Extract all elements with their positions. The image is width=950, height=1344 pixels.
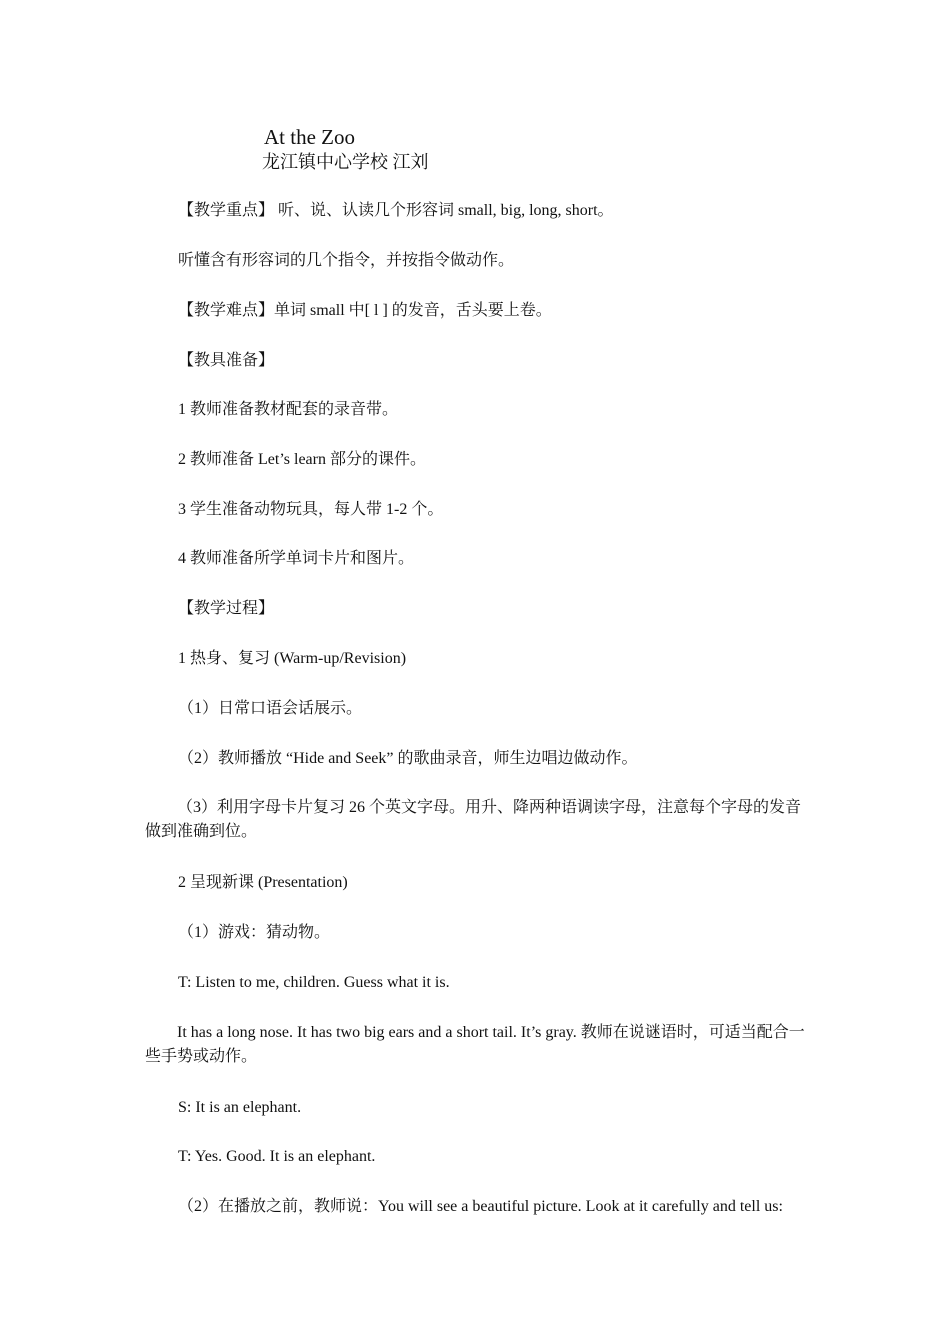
paragraph: （1）游戏：猜动物。	[178, 924, 331, 941]
paragraph: （1）日常口语会话展示。	[178, 700, 363, 717]
paragraph: （2）教师播放 “Hide and Seek” 的歌曲录音，师生边唱边做动作。	[178, 750, 638, 767]
list-item: 2 教师准备 Let’s learn 部分的课件。	[178, 451, 426, 468]
dialogue-line: It has a long nose. It has two big ears and a short tail. It’s gray. 教师在说谜语时，可适当配合一些手势或动作。	[145, 1024, 805, 1065]
dialogue-line: T: Listen to me, children. Guess what it is.	[178, 974, 450, 991]
document-title: At the Zoo	[264, 125, 355, 149]
dialogue-line: S: It is an elephant.	[178, 1099, 302, 1116]
list-item: 4 教师准备所学单词卡片和图片。	[178, 550, 415, 567]
difficult-points: 【教学难点】单词 small 中[ l ] 的发音，舌头要上卷。	[178, 302, 552, 319]
list-item: 1 教师准备教材配套的录音带。	[178, 401, 399, 418]
step-heading: 2 呈现新课 (Presentation)	[178, 874, 348, 891]
paragraph: 听懂含有形容词的几个指令，并按指令做动作。	[178, 252, 515, 269]
section-heading-materials: 【教具准备】	[178, 352, 275, 369]
list-item: 3 学生准备动物玩具，每人带 1-2 个。	[178, 501, 444, 518]
paragraph: （2）在播放之前，教师说：You will see a beautiful picture. Look at it carefully and tell us:	[178, 1198, 783, 1215]
section-heading-process: 【教学过程】	[178, 600, 275, 617]
paragraph: （3）利用字母卡片复习 26 个英文字母。用升、降两种语调读字母，注意每个字母的发音做到准确到位。	[145, 799, 802, 840]
document-author: 龙江镇中心学校 江刘	[262, 152, 429, 172]
step-heading: 1 热身、复习 (Warm-up/Revision)	[178, 650, 407, 667]
key-points: 【教学重点】 听、说、认读几个形容词 small, big, long, short。	[178, 202, 614, 219]
dialogue-line: T: Yes. Good. It is an elephant.	[178, 1148, 376, 1165]
